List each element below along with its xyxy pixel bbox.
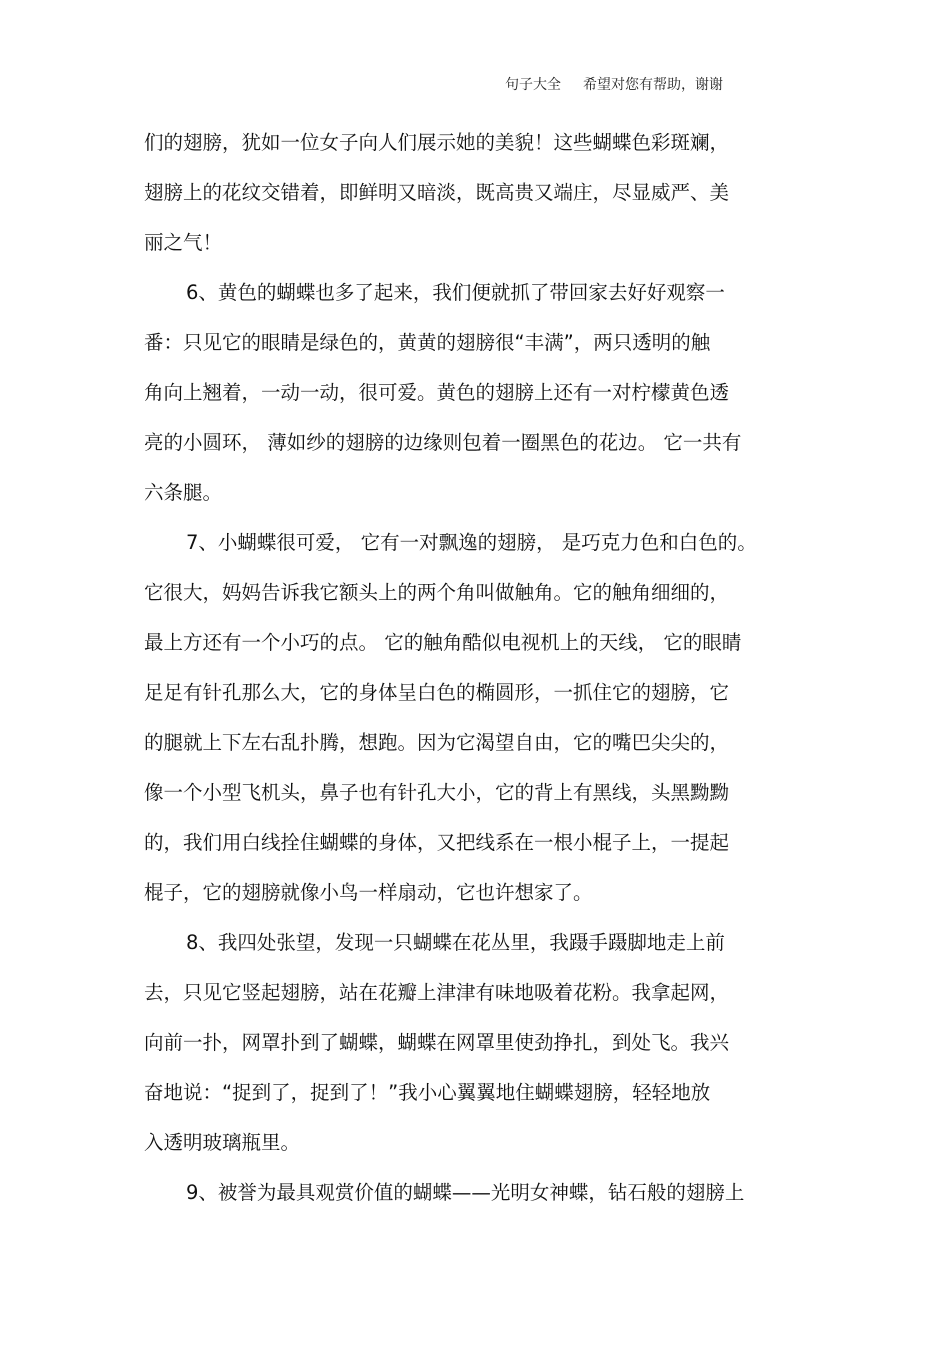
text-line: 番：只见它的眼睛是绿色的，黄黄的翅膀很“丰满”，两只透明的触	[144, 331, 711, 354]
header-right-text: 希望对您有帮助，谢谢	[583, 77, 723, 93]
text-line: 翅膀上的花纹交错着，即鲜明又暗淡，既高贵又端庄，尽显威严、美	[144, 181, 730, 204]
text-line: 足足有针孔那么大，它的身体呈白色的椭圆形，一抓住它的翅膀，它	[144, 681, 730, 704]
text-line: 角向上翘着，一动一动，很可爱。黄色的翅膀上还有一对柠檬黄色透	[144, 381, 730, 404]
text-line: 像一个小型飞机头，鼻子也有针孔大小，它的背上有黑线，头黑黝黝	[144, 781, 730, 804]
paragraph-start-line: 7、小蝴蝶很可爱， 它有一对飘逸的翅膀， 是巧克力色和白色的。	[186, 531, 757, 554]
text-line: 向前一扑，网罩扑到了蝴蝶，蝴蝶在网罩里使劲挣扎，到处飞。我兴	[144, 1031, 730, 1054]
text-line: 棍子，它的翅膀就像小鸟一样扇动，它也许想家了。	[144, 881, 593, 904]
text-line: 入透明玻璃瓶里。	[144, 1131, 301, 1154]
text-line: 的，我们用白线拴住蝴蝶的身体，又把线系在一根小棍子上，一提起	[144, 831, 730, 854]
text-line: 们的翅膀，犹如一位女子向人们展示她的美貌！这些蝴蝶色彩斑斓，	[144, 131, 730, 154]
paragraph-start-line: 6、黄色的蝴蝶也多了起来，我们便就抓了带回家去好好观察一	[186, 281, 725, 304]
paragraph-start-line: 9、被誉为最具观赏价值的蝴蝶——光明女神蝶，钻石般的翅膀上	[186, 1181, 745, 1204]
text-line: 丽之气！	[144, 231, 223, 254]
text-line: 的腿就上下左右乱扑腾，想跑。因为它渴望自由，它的嘴巴尖尖的，	[144, 731, 730, 754]
text-line: 奋地说：“捉到了，捉到了！”我小心翼翼地住蝴蝶翅膀，轻轻地放	[144, 1081, 711, 1104]
text-line: 它很大，妈妈告诉我它额头上的两个角叫做触角。它的触角细细的，	[144, 581, 730, 604]
paragraph-start-line: 8、我四处张望，发现一只蝴蝶在花丛里，我蹑手蹑脚地走上前	[186, 931, 725, 954]
header-left-text: 句子大全	[505, 77, 561, 93]
text-line: 亮的小圆环， 薄如纱的翅膀的边缘则包着一圈黑色的花边。 它一共有	[144, 431, 742, 454]
text-line: 六条腿。	[144, 481, 223, 504]
text-line: 去，只见它竖起翅膀，站在花瓣上津津有味地吸着花粉。我拿起网，	[144, 981, 730, 1004]
text-line: 最上方还有一个小巧的点。 它的触角酷似电视机上的天线， 它的眼睛	[144, 631, 742, 654]
